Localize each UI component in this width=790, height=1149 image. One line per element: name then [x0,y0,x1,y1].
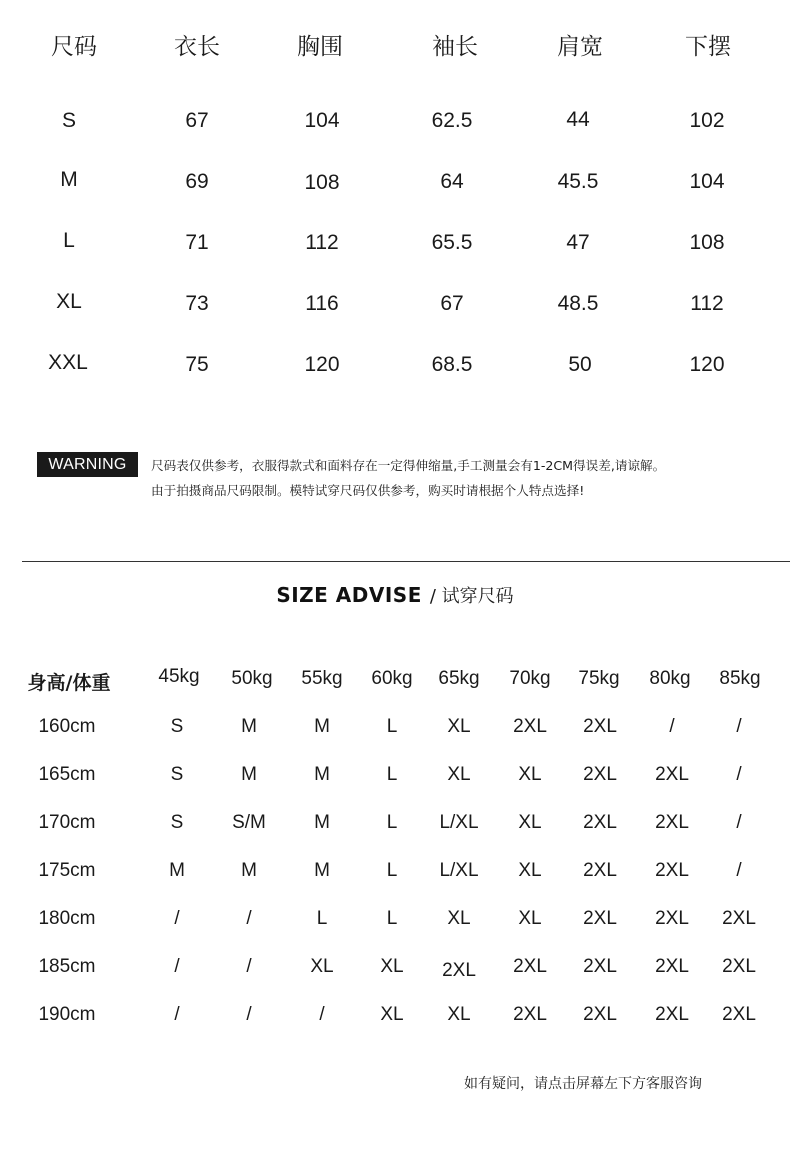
size-chart-cell: 120 [304,353,340,376]
size-chart-header-cell: 袖长 [432,34,478,60]
size-advise-header-cell: 80kg [649,668,691,689]
size-chart-cell: M [60,168,78,191]
size-advise-cell: 2XL [655,1004,689,1025]
size-advise-cell: S [170,716,184,737]
size-advise-cell: M [314,812,330,833]
size-advise-header-cell: 50kg [231,668,273,689]
size-advise-cell: 2XL [722,956,756,977]
size-advise-cell: XL [310,956,334,977]
size-advise-row [0,908,790,934]
size-advise-cell: XL [380,956,404,977]
size-chart-row [0,353,790,383]
size-advise-header-cell: 70kg [509,668,551,689]
size-chart-cell: 71 [185,231,209,254]
size-advise-cell: 2XL [583,860,617,881]
size-chart-row [0,292,790,322]
size-advise-cell: 2XL [583,908,617,929]
size-advise-cell: 2XL [722,908,756,929]
size-chart-cell: 112 [690,292,724,315]
size-advise-cell: 165cm [38,764,96,785]
size-chart-cell: 45.5 [557,170,599,193]
size-advise-row [0,764,790,790]
size-advise-cell: 2XL [655,908,689,929]
size-chart-cell: 120 [689,353,725,376]
size-advise-header-cell: 身高/体重 [27,672,111,694]
size-advise-cell: 2XL [655,860,689,881]
size-chart-cell: 50 [568,353,592,376]
size-advise-cell: M [241,764,257,785]
size-advise-cell: 2XL [583,956,617,977]
size-advise-cell: M [314,716,330,737]
size-chart-cell: 104 [304,109,340,132]
customer-service-note: 如有疑问，请点击屏幕左下方客服咨询 [464,1076,702,1092]
size-advise-cell: M [314,764,330,785]
size-advise-cell: 2XL [655,812,689,833]
size-chart-header [0,28,790,62]
size-chart-row [0,109,790,139]
size-advise-cell: XL [518,764,542,785]
size-advise-header-cell: 65kg [438,668,480,689]
size-advise-cell: L/XL [439,860,479,881]
size-chart-cell: 102 [689,109,725,132]
size-advise-cell: XL [447,908,471,929]
size-advise-cell: / [246,956,252,977]
size-advise-cell: 185cm [38,956,96,977]
size-chart-cell: 67 [440,292,464,315]
size-advise-cell: / [246,1004,252,1025]
size-advise-cell: M [241,716,257,737]
size-chart-cell: XL [56,290,82,313]
size-chart-cell: 47 [566,231,590,254]
size-chart-cell: 108 [304,171,340,194]
size-advise-title: SIZE ADVISE [276,583,422,607]
size-advise-cell: M [169,860,185,881]
size-advise-cell: / [736,764,742,785]
size-advise-header-cell: 75kg [578,668,620,689]
size-advise-cell: L [386,812,398,833]
size-advise-cell: 175cm [38,860,96,881]
size-advise-header-cell: 55kg [301,668,343,689]
size-advise-row [0,1004,790,1030]
size-advise-cell: M [314,860,330,881]
size-advise-cell: 2XL [722,1004,756,1025]
size-chart-cell: 108 [689,231,725,254]
size-advise-cell: L [316,908,328,929]
size-advise-cell: XL [518,908,542,929]
size-chart-cell: 67 [185,109,209,132]
size-advise-cell: 2XL [442,960,476,981]
size-advise-header-cell: 45kg [158,666,200,687]
size-advise-cell: 2XL [655,764,689,785]
size-chart-cell: 68.5 [431,353,473,376]
size-advise-cell: 2XL [583,1004,617,1025]
size-advise-cell: M [241,860,257,881]
size-chart-header-cell: 尺码 [51,34,97,60]
size-advise-cell: / [736,860,742,881]
size-chart-cell: 104 [689,170,725,193]
size-advise-cell: 180cm [38,908,96,929]
size-chart-header-cell: 肩宽 [557,34,603,60]
size-advise-cell: S/M [232,812,266,833]
size-advise-cell: / [736,812,742,833]
warning-text-line-1: 尺码表仅供参考，衣服得款式和面料存在一定得伸缩量,手工测量会有1-2CM得误差,请谅解。 [151,458,666,473]
size-advise-cell: 160cm [38,716,96,737]
size-advise-header-cell: 60kg [371,668,413,689]
size-advise-heading [0,582,790,608]
section-divider [22,561,790,562]
size-advise-row [0,716,790,742]
size-chart-cell: 69 [185,170,209,193]
size-advise-cell: 2XL [583,716,617,737]
size-advise-header-cell: 85kg [719,668,761,689]
size-chart-cell: 112 [305,231,339,254]
size-chart-cell: 73 [185,292,209,315]
size-advise-cell: XL [447,1004,471,1025]
size-advise-cell: / [174,1004,180,1025]
size-advise-cell: XL [518,812,542,833]
size-chart-cell: 64 [440,170,464,193]
size-advise-cell: / [174,908,180,929]
size-advise-cell: XL [447,716,471,737]
size-advise-cell: 190cm [38,1004,96,1025]
size-advise-cell: L [386,764,398,785]
size-chart-cell: XXL [48,351,88,374]
size-advise-cell: L [386,860,398,881]
size-advise-row [0,812,790,838]
size-advise-cell: L [386,716,398,737]
size-advise-cell: / [246,908,252,929]
size-chart-row [0,170,790,200]
size-advise-cell: / [319,1004,325,1025]
size-advise-header [0,668,790,696]
size-advise-subtitle: / 试穿尺码 [429,586,514,607]
size-advise-cell: / [669,716,675,737]
size-advise-cell: 2XL [513,956,547,977]
size-advise-cell: S [170,812,184,833]
size-advise-cell: 2XL [583,764,617,785]
size-chart-header-cell: 衣长 [174,34,220,60]
warning-badge: WARNING [37,452,138,477]
size-advise-cell: S [170,764,184,785]
size-chart-cell: 75 [185,353,209,376]
size-advise-cell: XL [518,860,542,881]
size-advise-cell: XL [447,764,471,785]
size-chart-cell: 48.5 [557,292,599,315]
size-chart-cell: 44 [566,108,590,131]
size-advise-cell: 2XL [655,956,689,977]
size-advise-row [0,956,790,982]
size-advise-cell: L [386,908,398,929]
size-advise-row [0,860,790,886]
size-chart-row [0,231,790,261]
size-advise-cell: 2XL [513,1004,547,1025]
size-chart-cell: 62.5 [431,109,473,132]
size-chart-cell: 65.5 [431,231,473,254]
size-chart-cell: 116 [305,292,339,315]
size-advise-cell: XL [380,1004,404,1025]
size-chart-cell: S [61,109,77,132]
size-advise-cell: 2XL [583,812,617,833]
warning-text-line-2: 由于拍摄商品尺码限制。模特试穿尺码仅供参考，购买时请根据个人特点选择! [151,483,585,498]
size-chart-cell: L [63,229,75,252]
size-advise-cell: L/XL [439,812,479,833]
size-chart-header-cell: 胸围 [297,34,343,60]
size-chart-header-cell: 下摆 [685,34,731,60]
size-advise-cell: 2XL [513,716,547,737]
size-advise-cell: / [174,956,180,977]
size-advise-cell: 170cm [38,812,96,833]
size-advise-cell: / [736,716,742,737]
